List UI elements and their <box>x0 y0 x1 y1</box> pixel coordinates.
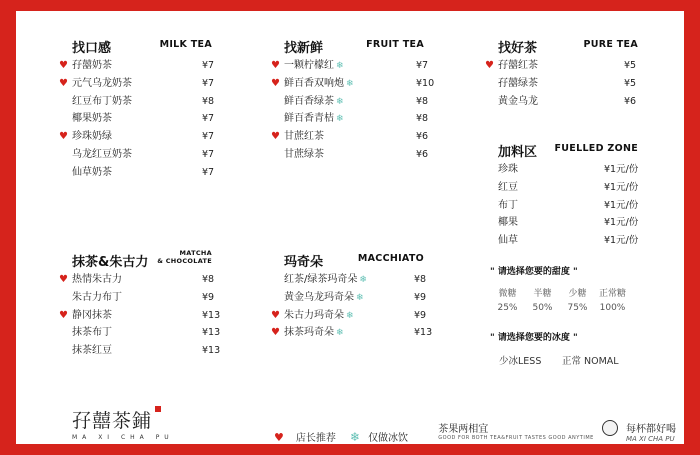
menu-item-price: ¥7 <box>202 166 215 178</box>
slogan-2-text: 每杯都好喝 <box>626 424 676 435</box>
menu-item-name-text: 甘蔗绿茶 <box>284 148 324 160</box>
menu-item-name <box>72 78 132 90</box>
heart-icon: ♥ <box>59 309 68 321</box>
menu-item-name-text: 红豆 <box>498 181 518 193</box>
menu-item-price: ¥13 <box>202 345 221 357</box>
menu-item-name-text: 鲜百香青桔 <box>284 113 334 125</box>
menu-item-name-text: 红茶/绿茶玛奇朵 <box>284 274 358 285</box>
menu-item-name <box>284 274 367 286</box>
menu-item <box>284 291 427 309</box>
section-title: 加料区 <box>498 145 538 160</box>
sweetness-value: 25% <box>497 303 518 313</box>
menu-item-name <box>72 327 112 339</box>
menu-item-price: ¥8 <box>416 95 429 107</box>
menu-item <box>498 234 638 252</box>
menu-item-price: ¥13 <box>202 327 221 339</box>
menu-item-name <box>498 200 518 212</box>
menu-item-name <box>284 131 324 143</box>
menu-item <box>498 163 638 181</box>
section-macchiato <box>271 251 433 344</box>
legend-iced-label: 仅做冰饮 <box>368 433 409 444</box>
menu-item-name <box>284 113 344 125</box>
section-addons <box>498 141 638 252</box>
snowflake-icon: ❄ <box>336 114 344 125</box>
menu-item-name-text: 椰果奶茶 <box>72 113 112 125</box>
sweetness-option <box>490 287 525 315</box>
brand-logo <box>72 406 174 441</box>
menu-item <box>498 181 638 199</box>
menu-item-price: ¥7 <box>202 60 215 71</box>
section-subtitle: PURE TEA <box>583 39 638 50</box>
menu-item-name-text: 黄金乌龙玛奇朵 <box>284 291 354 303</box>
heart-icon: ♥ <box>271 77 280 89</box>
menu-item <box>72 344 221 362</box>
menu-item-name <box>72 131 112 143</box>
section-subtitle: FRUIT TEA <box>366 39 424 50</box>
menu-item-name-text: 乌龙红豆奶茶 <box>72 148 132 160</box>
menu-item <box>498 199 638 217</box>
section-header <box>498 37 638 59</box>
menu-item-name <box>284 96 344 108</box>
sweetness-option <box>525 287 560 315</box>
snowflake-icon: ❄ <box>356 292 364 303</box>
brand-slogan <box>438 420 676 443</box>
menu-item <box>59 77 215 95</box>
sweetness-label: 正常糖 <box>598 289 626 299</box>
heart-icon: ♥ <box>59 274 68 285</box>
section-fruit-tea <box>271 37 435 166</box>
menu-item <box>72 112 215 130</box>
menu-item-name-text: 鲜百香绿茶 <box>284 95 334 107</box>
menu-item-name <box>284 149 324 161</box>
menu-item <box>271 326 433 344</box>
menu-item-name <box>284 310 354 322</box>
menu-item-price: ¥6 <box>624 95 637 107</box>
menu-item-name-text: 抹茶布丁 <box>72 327 112 339</box>
section-matcha-chocolate <box>59 249 221 362</box>
menu-item-name <box>498 60 538 72</box>
section-subtitle <box>157 250 212 265</box>
heart-icon: ♥ <box>485 60 494 71</box>
menu-item-price: ¥8 <box>202 274 215 285</box>
menu-item <box>271 130 429 148</box>
menu-item-price: ¥13 <box>202 309 221 321</box>
section-header <box>72 251 212 273</box>
menu-item-name-text: 孖囍红茶 <box>498 60 538 71</box>
section-title: 玛奇朵 <box>284 255 324 270</box>
subtitle-line1: MATCHA <box>179 249 212 257</box>
menu-item-price: ¥8 <box>416 113 429 125</box>
menu-item-price: ¥6 <box>416 131 429 143</box>
menu-item-name <box>72 96 132 108</box>
legend-iced <box>350 429 408 444</box>
menu-item-name-text: 黄金乌龙 <box>498 95 538 107</box>
heart-icon: ♥ <box>59 60 68 71</box>
sweetness-value: 100% <box>599 303 626 313</box>
menu-item-name-text: 布丁 <box>498 199 518 211</box>
menu-item <box>284 273 427 291</box>
menu-item <box>271 77 435 95</box>
menu-item-price: ¥10 <box>416 77 435 89</box>
menu-item-price: ¥7 <box>416 60 429 71</box>
menu-item-price: ¥9 <box>202 291 215 303</box>
brand-name-text: 孖囍茶鋪 <box>72 410 153 432</box>
snowflake-icon: ❄ <box>346 310 354 321</box>
menu-item <box>72 166 215 184</box>
menu-item <box>284 148 429 166</box>
subtitle-line2: & CHOCOLATE <box>157 256 212 265</box>
menu-item-name <box>498 96 538 108</box>
heart-icon: ♥ <box>59 131 68 143</box>
menu-item-price: ¥1元/份 <box>604 199 639 211</box>
section-title: 找口感 <box>72 41 112 56</box>
sweetness-options <box>490 287 630 315</box>
slogan-1-text: 茶果两相宜 <box>438 424 489 435</box>
menu-item <box>498 216 638 234</box>
menu-board <box>16 11 684 444</box>
slogan-2 <box>626 420 676 443</box>
sweetness-option <box>560 287 595 315</box>
menu-item <box>59 309 221 327</box>
menu-item-name <box>72 113 112 125</box>
menu-item-name <box>72 292 122 304</box>
menu-item-price: ¥9 <box>414 309 427 321</box>
menu-item-name <box>498 217 518 229</box>
heart-icon: ♥ <box>271 60 280 71</box>
menu-item <box>72 148 215 166</box>
menu-item-price: ¥8 <box>202 95 215 107</box>
menu-item-name <box>498 78 538 90</box>
menu-item-name <box>72 274 122 286</box>
snowflake-icon: ❄ <box>350 430 361 444</box>
menu-item-price: ¥8 <box>414 274 427 285</box>
section-title: 抹茶&朱古力 <box>72 255 149 270</box>
menu-item-price: ¥7 <box>202 148 215 160</box>
heart-icon: ♥ <box>271 327 280 339</box>
menu-item-price: ¥1元/份 <box>604 217 639 229</box>
section-subtitle: MACCHIATO <box>357 253 424 264</box>
menu-item-name <box>72 149 132 161</box>
menu-item-price: ¥9 <box>414 291 427 303</box>
slogan-1-en: GOOD FOR BOTH TEA&FRUIT TASTES GOOD ANYTIME <box>438 435 594 441</box>
menu-item-name-text: 红豆布丁奶茶 <box>72 95 132 107</box>
menu-item-name <box>284 60 344 72</box>
menu-item-price: ¥5 <box>624 60 637 71</box>
menu-item-name-text: 热情朱古力 <box>72 274 122 285</box>
ice-option-normal: 正常 NOMAL <box>562 356 619 367</box>
heart-icon: ♥ <box>274 431 284 444</box>
menu-item-name-text: 鲜百香双响炮 <box>284 77 344 89</box>
section-header <box>284 251 424 273</box>
snowflake-icon: ❄ <box>346 78 354 89</box>
menu-item-name <box>498 164 518 176</box>
section-milk-tea <box>59 37 215 184</box>
section-pure-tea <box>485 37 638 112</box>
ice-title: " 请选择您要的冰度 " <box>490 333 578 343</box>
sweetness-title: " 请选择您要的甜度 " <box>490 267 578 277</box>
menu-item-price: ¥7 <box>202 113 215 125</box>
menu-item-name-text: 仙草奶茶 <box>72 166 112 178</box>
legend-recommend <box>274 429 336 444</box>
menu-item-price: ¥5 <box>624 77 637 89</box>
menu-item <box>485 59 638 77</box>
section-title: 找新鲜 <box>284 41 324 56</box>
menu-item <box>271 59 429 77</box>
sweetness-value: 50% <box>532 303 553 313</box>
menu-item <box>284 112 429 130</box>
menu-item-name-text: 朱古力玛奇朵 <box>284 309 344 321</box>
menu-item-name <box>72 310 112 322</box>
seal-icon <box>155 406 161 412</box>
menu-item-name-text: 孖囍奶茶 <box>72 60 112 71</box>
sweetness-label: 微糖 <box>498 289 517 299</box>
sweetness-label: 少糖 <box>568 289 587 299</box>
ice-option-less: 少冰LESS <box>499 356 542 367</box>
menu-item <box>271 309 427 327</box>
menu-item-name <box>284 292 364 304</box>
mascot-icon <box>602 420 618 436</box>
legend-recommend-label: 店长推荐 <box>295 433 336 444</box>
menu-item <box>59 273 215 291</box>
menu-item-name-text: 抹茶玛奇朵 <box>284 327 334 339</box>
sweetness-label: 半糖 <box>533 289 552 299</box>
menu-item-name-text: 珍珠 <box>498 164 518 175</box>
slogan-2-script: MA XI CHA PU <box>626 435 675 443</box>
section-subtitle: FUELLED ZONE <box>554 143 638 154</box>
menu-item-name-text: 一颗柠檬红 <box>284 60 334 71</box>
menu-item-price: ¥1元/份 <box>604 164 639 175</box>
menu-item-price: ¥7 <box>202 77 215 89</box>
menu-item <box>59 59 215 77</box>
menu-item <box>59 130 215 148</box>
section-title: 找好茶 <box>498 41 538 56</box>
menu-item-name <box>284 78 354 90</box>
menu-item <box>498 95 638 113</box>
menu-item-name-text: 元气乌龙奶茶 <box>72 77 132 89</box>
menu-item <box>498 77 638 95</box>
menu-item-name <box>72 60 112 72</box>
menu-item <box>72 326 221 344</box>
snowflake-icon: ❄ <box>336 96 344 107</box>
menu-item-name-text: 朱古力布丁 <box>72 291 122 303</box>
section-header <box>498 141 638 163</box>
sweetness-value: 75% <box>567 303 588 313</box>
snowflake-icon: ❄ <box>336 61 344 71</box>
menu-item-name <box>498 235 518 247</box>
menu-item-price: ¥6 <box>416 148 429 160</box>
brand-pinyin: MA XI CHA PU <box>72 434 174 441</box>
brand-name <box>72 406 174 433</box>
menu-item-price: ¥1元/份 <box>604 181 639 193</box>
menu-item <box>72 291 215 309</box>
section-header <box>72 37 212 59</box>
menu-item-name <box>284 327 344 339</box>
heart-icon: ♥ <box>271 309 280 321</box>
menu-item <box>284 95 429 113</box>
menu-item-name <box>498 182 518 194</box>
section-header <box>284 37 424 59</box>
snowflake-icon: ❄ <box>336 328 344 339</box>
menu-item-name-text: 甘蔗红茶 <box>284 131 324 143</box>
menu-item <box>72 95 215 113</box>
menu-item-name <box>72 167 112 179</box>
heart-icon: ♥ <box>271 131 280 143</box>
menu-item-price: ¥13 <box>414 327 433 339</box>
slogan-1 <box>438 420 594 441</box>
menu-item-name-text: 静冈抹茶 <box>72 309 112 321</box>
menu-item-name-text: 珍珠奶绿 <box>72 131 112 143</box>
heart-icon: ♥ <box>59 77 68 89</box>
menu-item-price: ¥1元/份 <box>604 235 639 247</box>
menu-item-price: ¥7 <box>202 131 215 143</box>
menu-item-name-text: 孖囍绿茶 <box>498 77 538 89</box>
section-subtitle: MILK TEA <box>159 39 212 50</box>
sweetness-option <box>595 287 630 315</box>
menu-item-name <box>72 345 112 357</box>
menu-item-name-text: 抹茶红豆 <box>72 345 112 357</box>
snowflake-icon: ❄ <box>359 275 367 285</box>
menu-item-name-text: 仙草 <box>498 235 518 247</box>
menu-item-name-text: 椰果 <box>498 217 518 229</box>
